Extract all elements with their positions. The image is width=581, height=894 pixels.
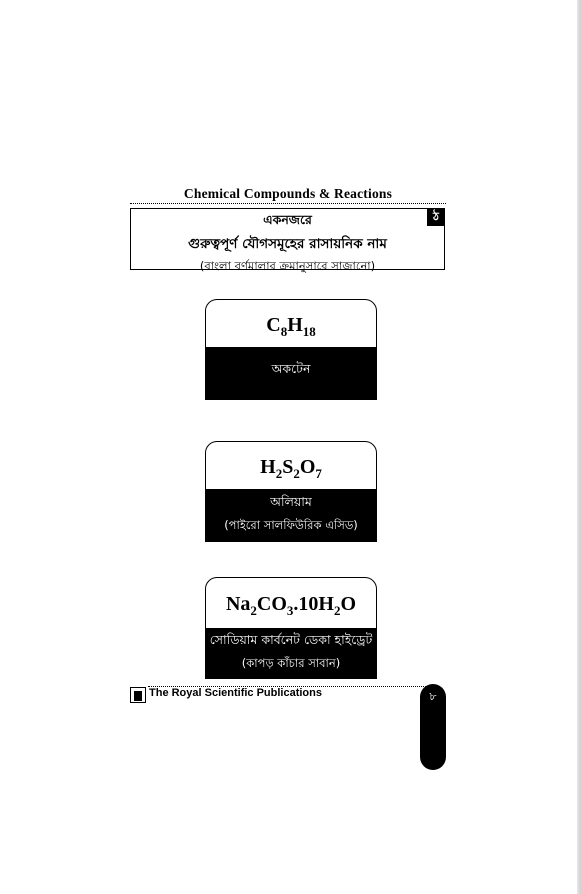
section-banner [130,208,445,273]
publisher-name: The Royal Scientific Publications [149,687,322,699]
formula-part: H [260,456,276,478]
formula-part: O [299,456,316,478]
formula-part: CO [256,593,287,615]
publisher-logo-icon [130,687,146,703]
compound-name: সোডিয়াম কার্বনেট ডেকা হাইড্রেট [209,632,373,647]
formula-subscript: 2 [333,603,341,618]
formula-subscript: 7 [315,466,322,481]
compound-name-block [206,489,376,541]
header-dotted-rule [130,203,446,204]
formula-part: C [266,314,281,336]
compound-card [205,299,377,400]
compound-name-block [206,347,376,399]
compound-card [205,577,377,679]
page-number: ৮ [429,690,437,703]
formula-subscript: 18 [302,324,316,339]
footer-dotted-rule [148,686,426,687]
banner-line-2: গুরুত্বপূর্ণ যৌগসমূহের রাসায়নিক নাম [188,236,387,252]
formula-subscript: 2 [275,466,283,481]
compound-common-name: (কাপড় কাঁচার সাবান) [241,656,341,670]
compound-card [205,441,377,542]
compound-name: অলিয়াম [270,494,312,509]
formula-part: O [340,593,357,615]
banner-line-3: (বাংলা বর্ণমালার ক্রমানুসারে সাজানো) [199,259,376,273]
formula-subscript: 3 [286,603,294,618]
chemical-formula [206,300,376,347]
formula-subscript: 2 [293,466,300,481]
formula-subscript: 8 [280,324,288,339]
compound-name-block [206,628,376,678]
chemical-formula [206,578,376,628]
formula-part: S [282,456,294,478]
compound-common-name: (পাইরো সালফিউরিক এসিড) [224,518,358,532]
running-header: Chemical Compounds & Reactions [183,186,393,201]
corner-badge-icon: ঠ [427,208,445,226]
formula-part: H [287,314,303,336]
banner-line-1: একনজরে [263,212,312,227]
formula-subscript: 2 [250,603,257,618]
formula-part: .10H [293,593,334,615]
page-edge-shadow [577,0,581,894]
chemical-formula [206,442,376,489]
formula-part: Na [225,593,251,615]
page-number-tab [420,684,446,770]
compound-name: অকটেন [271,361,311,376]
